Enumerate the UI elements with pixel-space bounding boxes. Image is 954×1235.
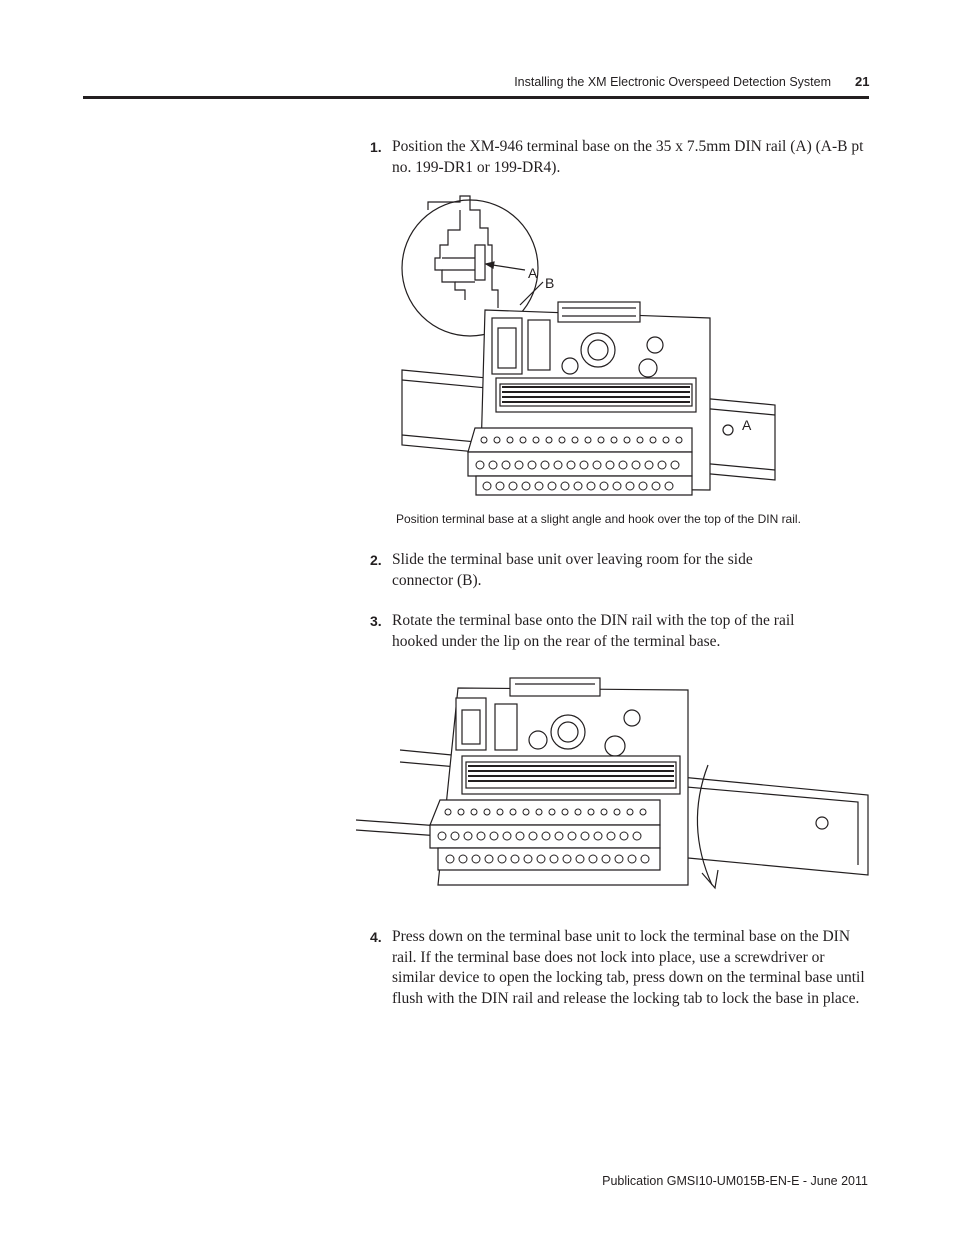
page-number: 21 — [855, 74, 870, 89]
figure-terminal-base-angle — [380, 190, 880, 510]
step-3-text: Rotate the terminal base onto the DIN rail with the top of the rail hooked under the lip on the rear of the terminal base. — [392, 612, 795, 650]
label-a-detail: A — [528, 265, 538, 281]
step-4-number: 4. — [370, 929, 382, 945]
step-1-number: 1. — [370, 139, 382, 155]
label-a-rail: A — [742, 417, 752, 433]
rotation-arrow — [697, 765, 712, 885]
figure-terminal-base-rotate — [350, 670, 875, 910]
step-3-number: 3. — [370, 613, 382, 629]
step-1-text: Position the XM-946 terminal base on the 35 x 7.5mm DIN rail (A) (A-B pt no. 199-DR1 or 199-DR4). — [392, 138, 864, 176]
publication-footer: Publication GMSI10-UM015B-EN-E - June 2011 — [602, 1174, 868, 1188]
label-b: B — [545, 275, 555, 291]
step-4-text: Press down on the terminal base unit to lock the terminal base on the DIN rail. If the terminal base does not lock into place, use a screwdriver or similar device to open the locking tab, press down on the terminal base until flush with the DIN rail and release the locking tab to lock the base in place. — [392, 928, 865, 1007]
step-2-number: 2. — [370, 552, 382, 568]
running-header-title: Installing the XM Electronic Overspeed Detection System — [514, 75, 831, 89]
step-2-text: Slide the terminal base unit over leaving room for the side connector (B). — [392, 551, 753, 589]
figure-1-caption: Position terminal base at a slight angle and hook over the top of the DIN rail. — [396, 512, 801, 526]
header-rule — [83, 96, 869, 99]
